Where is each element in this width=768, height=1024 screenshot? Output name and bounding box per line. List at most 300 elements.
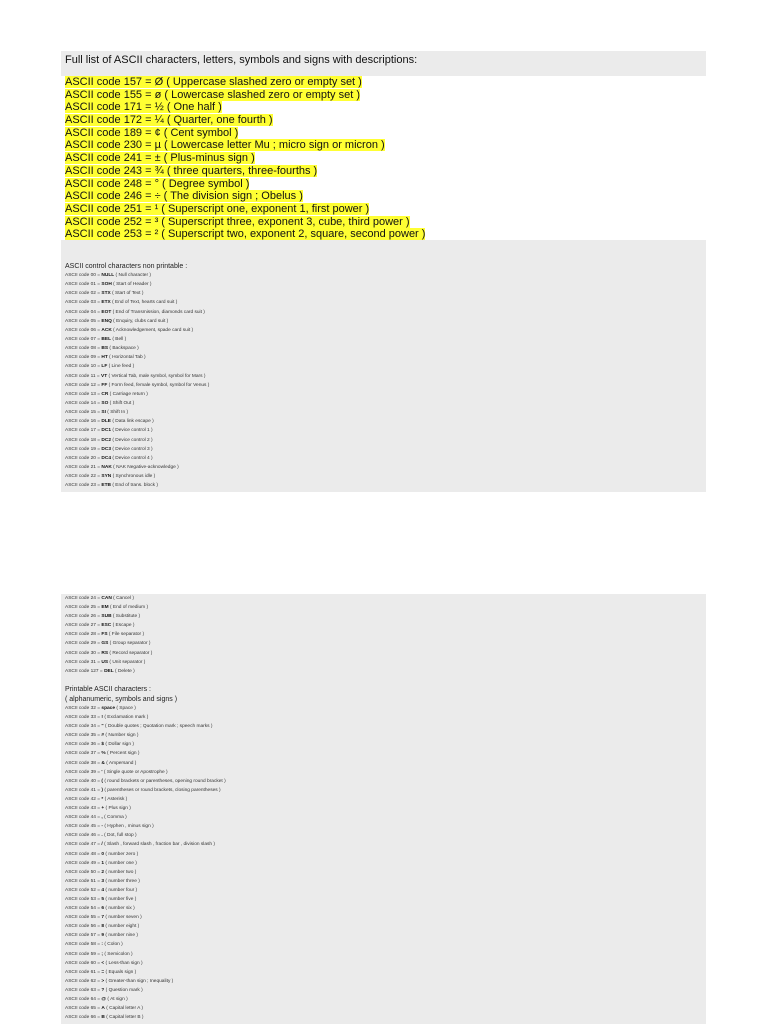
code-name: " [101,724,104,730]
code-name: 3 [101,878,105,884]
code-description: ( number zero ) [104,851,139,857]
code-row [65,603,152,612]
code-description: ( Device control 4 ) [111,455,153,461]
code-name: VT [101,373,108,379]
code-name: SOH [101,282,112,288]
code-row [65,986,226,995]
code-name: GS [101,641,109,647]
code-name: HT [101,355,108,361]
code-name: SUB [101,614,112,620]
code-row [65,768,226,777]
code-prefix: ASCII code 04 = [65,309,102,315]
code-row [65,639,152,648]
highlight-line [65,178,425,191]
code-row [65,759,226,768]
highlight-text: ASCII code 230 = µ ( Lowercase letter Mu ; micro sign or micron ) [65,139,385,152]
code-description: ( Group separator ) [108,641,151,647]
code-description: ( Dot, full stop ) [102,833,137,839]
code-name: ENQ [101,318,112,324]
code-name: 2 [101,869,105,875]
highlight-line [65,216,425,229]
code-description: ( parentheses or round brackets, closing parentheses ) [103,787,221,793]
code-description: ( number eight ) [104,924,140,930]
code-description: ( Slash , forward slash , fraction bar , division slash ) [102,842,215,848]
code-name: NAK [101,464,112,470]
code-prefix: ASCII code 62 = [65,978,102,984]
code-row [65,749,226,758]
code-row [65,621,152,630]
code-row [65,271,209,280]
code-prefix: ASCII code 61 = [65,969,102,975]
code-name: > [101,978,105,984]
code-row [65,940,226,949]
code-description: ( Carriage return ) [108,391,148,397]
code-prefix: ASCII code 07 = [65,336,102,342]
code-prefix: ASCII code 38 = [65,760,102,766]
code-name: * [101,796,104,802]
code-prefix: ASCII code 39 = [65,769,102,775]
intro-block [61,51,706,76]
highlight-line [65,203,425,216]
code-prefix: ASCII code 26 = [65,614,102,620]
code-description: ( End of trans. block ) [111,483,158,489]
code-name: - [101,824,104,830]
code-row [65,968,226,977]
code-description: ( Capital letter A ) [104,1006,143,1012]
code-row [65,904,226,913]
code-prefix: ASCII code 64 = [65,997,102,1002]
code-prefix: ASCII code 36 = [65,742,102,748]
code-prefix: ASCII code 57 = [65,933,102,939]
code-row [65,667,152,676]
code-name: , [101,815,103,821]
code-description: ( Question mark ) [104,987,143,993]
highlight-line [65,127,425,140]
code-row [65,353,209,362]
highlight-line [65,89,425,102]
code-name: A [101,1006,105,1012]
code-prefix: ASCII code 17 = [65,428,102,434]
code-description: ( Horizontal Tab ) [107,355,146,361]
code-name: # [101,733,105,739]
code-description: ( At sign ) [106,997,128,1002]
code-name: 6 [101,906,105,912]
code-prefix: ASCII code 59 = [65,951,102,957]
code-row [65,335,209,344]
highlight-text: ASCII code 243 = ¾ ( three quarters, three-fourths ) [65,164,318,177]
code-description: ( Vertical Tab, male symbol, symbol for Mars ) [107,373,206,379]
printable-characters-block [61,594,706,1024]
code-name: BEL [101,336,112,342]
printable-characters-list [65,704,226,1022]
code-description: ( Synchronous idle ) [111,474,156,480]
code-description: ( number two ) [104,869,137,875]
code-prefix: ASCII code 05 = [65,318,102,324]
code-prefix: ASCII code 55 = [65,915,102,921]
code-prefix: ASCII code 06 = [65,327,102,333]
code-prefix: ASCII code 22 = [65,474,102,480]
code-description: ( number six ) [104,906,135,912]
code-description: ( Space ) [115,706,136,711]
highlight-text: ASCII code 189 = ¢ ( Cent symbol ) [65,126,239,139]
code-description: ( Line feed ) [107,364,135,370]
code-row [65,658,152,667]
code-row [65,390,209,399]
code-name: SI [101,410,106,416]
code-prefix: ASCII code 51 = [65,878,102,884]
code-description: ( Equals sign ) [104,969,137,975]
code-name: SYN [101,474,112,480]
code-prefix: ASCII code 13 = [65,391,102,397]
highlight-text: ASCII code 252 = ³ ( Superscript three, exponent 3, cube, third power ) [65,215,410,228]
code-name: ACK [101,327,112,333]
code-row [65,408,209,417]
code-description: ( Data link escape ) [111,419,154,425]
code-prefix: ASCII code 46 = [65,833,102,839]
code-name: 0 [101,851,105,857]
code-prefix: ASCII code 66 = [65,1015,102,1021]
code-description: ( Single quote or Apostrophe ) [102,769,168,775]
code-description: ( Double quotes ; Quotation mark ; speech marks ) [103,724,213,730]
code-name: DC2 [101,437,112,443]
code-description: ( Dollar sign ) [104,742,134,748]
code-row [65,704,226,713]
code-name: CAN [101,596,112,601]
code-description: ( Greater-than sign ; Inequality ) [104,978,174,984]
code-row [65,308,209,317]
code-prefix: ASCII code 44 = [65,815,102,821]
code-name: CR [101,391,109,397]
highlight-text: ASCII code 251 = ¹ ( Superscript one, exponent 1, first power ) [65,202,370,215]
highlight-text: ASCII code 241 = ± ( Plus-minus sign ) [65,152,255,165]
code-description: ( number four ) [104,887,138,893]
code-row [65,317,209,326]
code-description: ( Backspace ) [108,346,139,352]
code-row [65,895,226,904]
code-row [65,795,226,804]
code-row [65,1004,226,1013]
code-prefix: ASCII code 29 = [65,641,102,647]
code-description: ( round brackets or parentheses, opening round bracket ) [103,778,226,784]
code-prefix: ASCII code 25 = [65,605,102,611]
code-description: ( Ampersand ) [104,760,137,766]
code-name: DLE [101,419,112,425]
code-description: ( Percent sign ) [105,751,140,757]
highlight-line [65,76,425,89]
code-description: ( Hyphen , minus sign ) [103,824,154,830]
code-prefix: ASCII code 47 = [65,842,102,848]
code-name: LF [101,364,108,370]
code-prefix: ASCII code 60 = [65,960,102,966]
code-prefix: ASCII code 28 = [65,632,102,638]
code-row [65,289,209,298]
code-name: . [101,833,103,839]
code-prefix: ASCII code 37 = [65,751,102,757]
code-name: 7 [101,915,105,921]
highlight-text: ASCII code 253 = ² ( Superscript two, exponent 2, square, second power ) [65,228,426,241]
code-row [65,977,226,986]
code-name: US [101,659,109,665]
code-description: ( number five ) [104,896,137,902]
code-prefix: ASCII code 02 = [65,291,102,297]
code-prefix: ASCII code 127 = [65,668,105,674]
code-name: EM [101,605,109,611]
printable-characters-subheading: ( alphanumeric, symbols and signs ) [65,696,178,703]
code-prefix: ASCII code 65 = [65,1006,102,1012]
highlight-text: ASCII code 171 = ½ ( One half ) [65,101,222,114]
code-description: ( Shift In ) [105,410,129,416]
code-row [65,740,226,749]
code-row [65,472,209,481]
highlight-line [65,165,425,178]
code-description: ( Enquiry, clubs card suit ) [111,318,169,324]
code-row [65,344,209,353]
code-row [65,399,209,408]
code-prefix: ASCII code 54 = [65,906,102,912]
code-description: ( number three ) [104,878,140,884]
code-name: SO [101,400,109,406]
control-characters-continued-list [65,594,152,676]
code-name: & [101,760,105,766]
code-prefix: ASCII code 12 = [65,382,102,388]
code-name: 8 [101,924,105,930]
code-prefix: ASCII code 03 = [65,300,102,306]
code-name: ; [101,951,104,957]
code-description: ( Less-than sign ) [104,960,143,966]
code-row [65,372,209,381]
code-prefix: ASCII code 20 = [65,455,102,461]
code-prefix: ASCII code 14 = [65,400,102,406]
code-row [65,417,209,426]
code-description: ( Start of Text ) [110,291,144,297]
code-name: 4 [101,887,105,893]
code-name: @ [101,997,107,1002]
code-name: ETX [101,300,111,306]
code-row [65,850,226,859]
code-name: B [101,1015,105,1021]
code-description: ( Acknowledgement, spade card suit ) [111,327,194,333]
code-name: ? [101,987,105,993]
code-prefix: ASCII code 63 = [65,987,102,993]
code-prefix: ASCII code 56 = [65,924,102,930]
code-row [65,362,209,371]
code-row [65,381,209,390]
code-prefix: ASCII code 45 = [65,824,102,830]
code-row [65,840,226,849]
code-prefix: ASCII code 35 = [65,733,102,739]
code-name: : [101,942,104,948]
code-row [65,426,209,435]
code-name: ! [101,715,104,721]
code-prefix: ASCII code 15 = [65,410,102,416]
highlight-line [65,152,425,165]
code-prefix: ASCII code 58 = [65,942,102,948]
code-row [65,722,226,731]
highlight-text: ASCII code 248 = ° ( Degree symbol ) [65,177,250,190]
code-row [65,594,152,603]
code-name: ( [101,778,104,784]
code-name: < [101,960,105,966]
code-prefix: ASCII code 33 = [65,715,102,721]
code-row [65,777,226,786]
code-row [65,481,209,490]
code-name: + [101,806,105,812]
code-row [65,731,226,740]
code-description: ( Shift Out ) [108,400,135,406]
code-prefix: ASCII code 49 = [65,860,102,866]
code-name: ESC [101,623,112,629]
code-prefix: ASCII code 53 = [65,896,102,902]
code-description: ( Device control 3 ) [111,446,153,452]
code-row [65,649,152,658]
control-characters-list [65,271,209,490]
code-row [65,298,209,307]
code-row [65,868,226,877]
code-row [65,922,226,931]
code-row [65,931,226,940]
code-prefix: ASCII code 40 = [65,778,102,784]
code-row [65,886,226,895]
code-description: ( Bell ) [111,336,127,342]
code-prefix: ASCII code 32 = [65,706,102,711]
code-description: ( Form feed, female symbol, symbol for Venus ) [107,382,210,388]
highlight-line [65,190,425,203]
code-description: ( Start of Header ) [111,282,152,288]
code-row [65,326,209,335]
control-characters-heading: ASCII control characters non printable : [65,263,188,270]
code-description: ( Device control 2 ) [111,437,153,443]
code-row [65,877,226,886]
code-row [65,859,226,868]
code-prefix: ASCII code 42 = [65,796,102,802]
code-prefix: ASCII code 48 = [65,851,102,857]
code-row [65,630,152,639]
code-description: ( number seven ) [104,915,142,921]
code-prefix: ASCII code 10 = [65,364,102,370]
intro-title: Full list of ASCII characters, letters, symbols and signs with descriptions: [65,54,418,66]
code-row [65,822,226,831]
highlighted-codes-list [65,76,425,241]
code-prefix: ASCII code 00 = [65,273,102,278]
code-name: ) [101,787,104,793]
highlight-text: ASCII code 246 = ÷ ( The division sign ; Obelus ) [65,190,303,203]
code-prefix: ASCII code 30 = [65,650,102,656]
highlight-text: ASCII code 157 = Ø ( Uppercase slashed zero or empty set ) [65,76,362,88]
code-name: DC4 [101,455,112,461]
code-row [65,831,226,840]
code-description: ( Capital letter B ) [104,1015,144,1021]
code-description: ( Delete ) [113,668,135,674]
code-prefix: ASCII code 23 = [65,483,102,489]
code-row [65,786,226,795]
code-name: $ [101,742,105,748]
code-name: FS [101,632,108,638]
code-description: ( Unit separator ) [108,659,146,665]
code-name: ETB [101,483,112,489]
code-description: ( Number sign ) [104,733,139,739]
code-name: 9 [101,933,105,939]
code-name: 5 [101,896,105,902]
code-row [65,813,226,822]
printable-characters-heading: Printable ASCII characters : [65,686,151,693]
code-name: FF [101,382,108,388]
code-description: ( Cancel ) [111,596,134,601]
code-row [65,280,209,289]
code-row [65,804,226,813]
code-name: space [101,706,116,711]
code-row [65,436,209,445]
code-prefix: ASCII code 43 = [65,806,102,812]
highlight-line [65,114,425,127]
code-row [65,713,226,722]
code-prefix: ASCII code 16 = [65,419,102,425]
code-prefix: ASCII code 31 = [65,659,102,665]
highlight-text: ASCII code 172 = ¼ ( Quarter, one fourth ) [65,114,273,127]
code-name: % [101,751,106,757]
code-description: ( Exclamation mark ) [103,715,149,721]
control-characters-block [61,240,706,492]
code-description: ( Asterisk ) [103,796,128,802]
highlight-line [65,101,425,114]
code-description: ( Comma ) [102,815,127,821]
code-prefix: ASCII code 11 = [65,373,102,379]
code-description: ( number one ) [104,860,137,866]
code-description: ( End of Transmission, diamonds card suit ) [111,309,205,315]
code-name: RS [101,650,109,656]
code-row [65,612,152,621]
code-prefix: ASCII code 27 = [65,623,102,629]
code-description: ( number nine ) [104,933,138,939]
code-row [65,1013,226,1022]
code-row [65,959,226,968]
code-description: ( Device control 1 ) [111,428,153,434]
highlight-text: ASCII code 155 = ø ( Lowercase slashed zero or empty set ) [65,88,360,101]
code-name: NULL [101,273,115,278]
code-name: 1 [101,860,105,866]
code-name: BS [101,346,109,352]
code-description: ( End of medium ) [108,605,149,611]
code-prefix: ASCII code 34 = [65,724,102,730]
code-description: ( Escape ) [111,623,135,629]
code-description: ( Plus sign ) [104,806,131,812]
code-name: DC3 [101,446,112,452]
code-prefix: ASCII code 09 = [65,355,102,361]
code-description: ( Substitute ) [111,614,141,620]
code-prefix: ASCII code 18 = [65,437,102,443]
code-description: ( Semicolon ) [103,951,133,957]
code-name: / [101,842,103,848]
code-description: ( End of Text, hearts card suit ) [110,300,178,306]
code-description: ( NAK Negative-acknowledge ) [111,464,179,470]
code-prefix: ASCII code 21 = [65,464,102,470]
code-row [65,995,226,1004]
code-prefix: ASCII code 19 = [65,446,102,452]
code-prefix: ASCII code 01 = [65,282,102,288]
code-prefix: ASCII code 41 = [65,787,102,793]
code-prefix: ASCII code 52 = [65,887,102,893]
code-row [65,950,226,959]
code-row [65,454,209,463]
code-name: EOT [101,309,112,315]
code-name: STX [101,291,111,297]
code-name: = [101,969,105,975]
code-row [65,463,209,472]
code-description: ( Null character ) [114,273,151,278]
code-description: ( Record separator ) [108,650,153,656]
code-description: ( Colon ) [103,942,123,948]
code-name: DEL [104,668,114,674]
code-name: ' [101,769,103,775]
